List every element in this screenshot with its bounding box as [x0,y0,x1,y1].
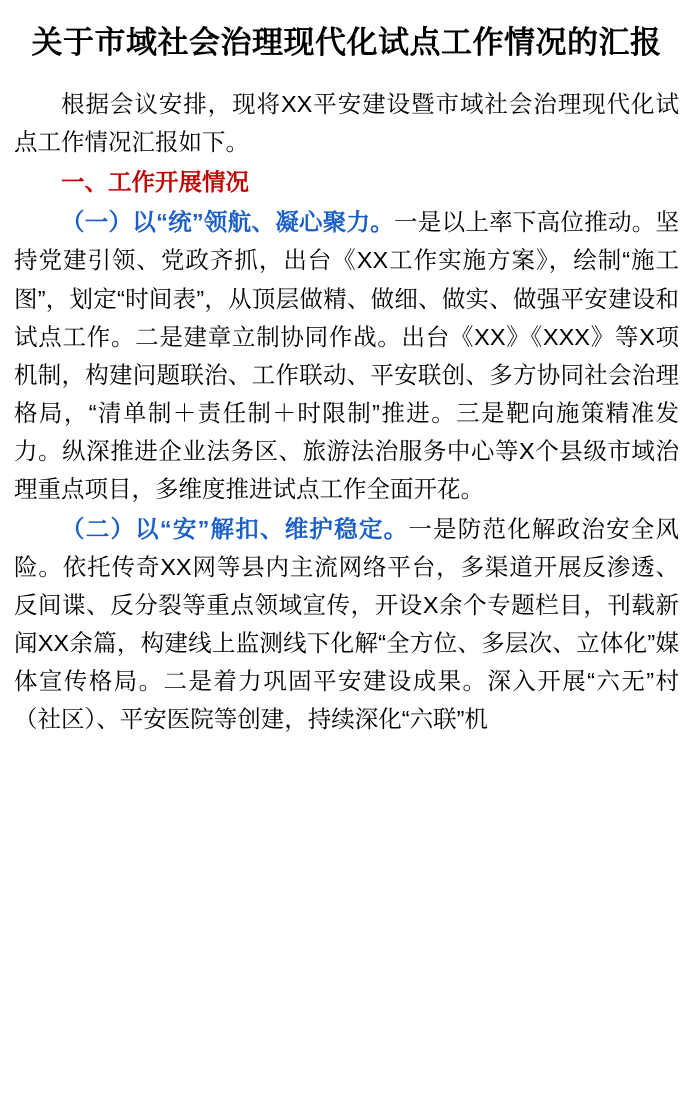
sub-heading-1-2: （二）以“安”解扣、维护稳定。 [61,515,409,542]
sub-body-1-1: 一是以上率下高位推动。坚持党建引领、党政齐抓，出台《XX工作实施方案》，绘制“施工图”，划定“时间表”，从顶层做精、做细、做实、做强平安建设和试点工作。二是建章立制协同作战。出台《XX》《XXX》等X项机制，构建问题联治、工作联动、平安联创、多方协同社会治理格局，“清单制＋责任制＋时限制”推进。三是靶向施策精准发力。纵深推进企业法务区、旅游法治服务中心等X个县级市域治理重点项目，多维度推进试点工作全面开花。 [14,209,680,502]
paragraph-sub-1-2 [12,510,681,738]
paragraph-sub-1-1 [12,203,681,508]
paragraph-intro: 根据会议安排，现将XX平安建设暨市域社会治理现代化试点工作情况汇报如下。 [14,91,679,156]
section-heading-1: 一、工作开展情况 [61,169,249,196]
sub-heading-1-1: （一）以“统”领航、凝心聚力。 [61,209,395,236]
sub-body-1-2: 一是防范化解政治安全风险。依托传奇XX网等县内主流网络平台，多渠道开展反渗透、反间谍、反分裂等重点领域宣传，开设X余个专题栏目，刊载新闻XX余篇，构建线上监测线下化解“全方位、多层次、立体化”媒体宣传格局。二是着力巩固平安建设成果。深入开展“六无”村（社区）、平安医院等创建，持续深化“六联”机 [14,515,680,733]
page-title: 关于市域社会治理现代化试点工作情况的汇报 [31,25,662,60]
